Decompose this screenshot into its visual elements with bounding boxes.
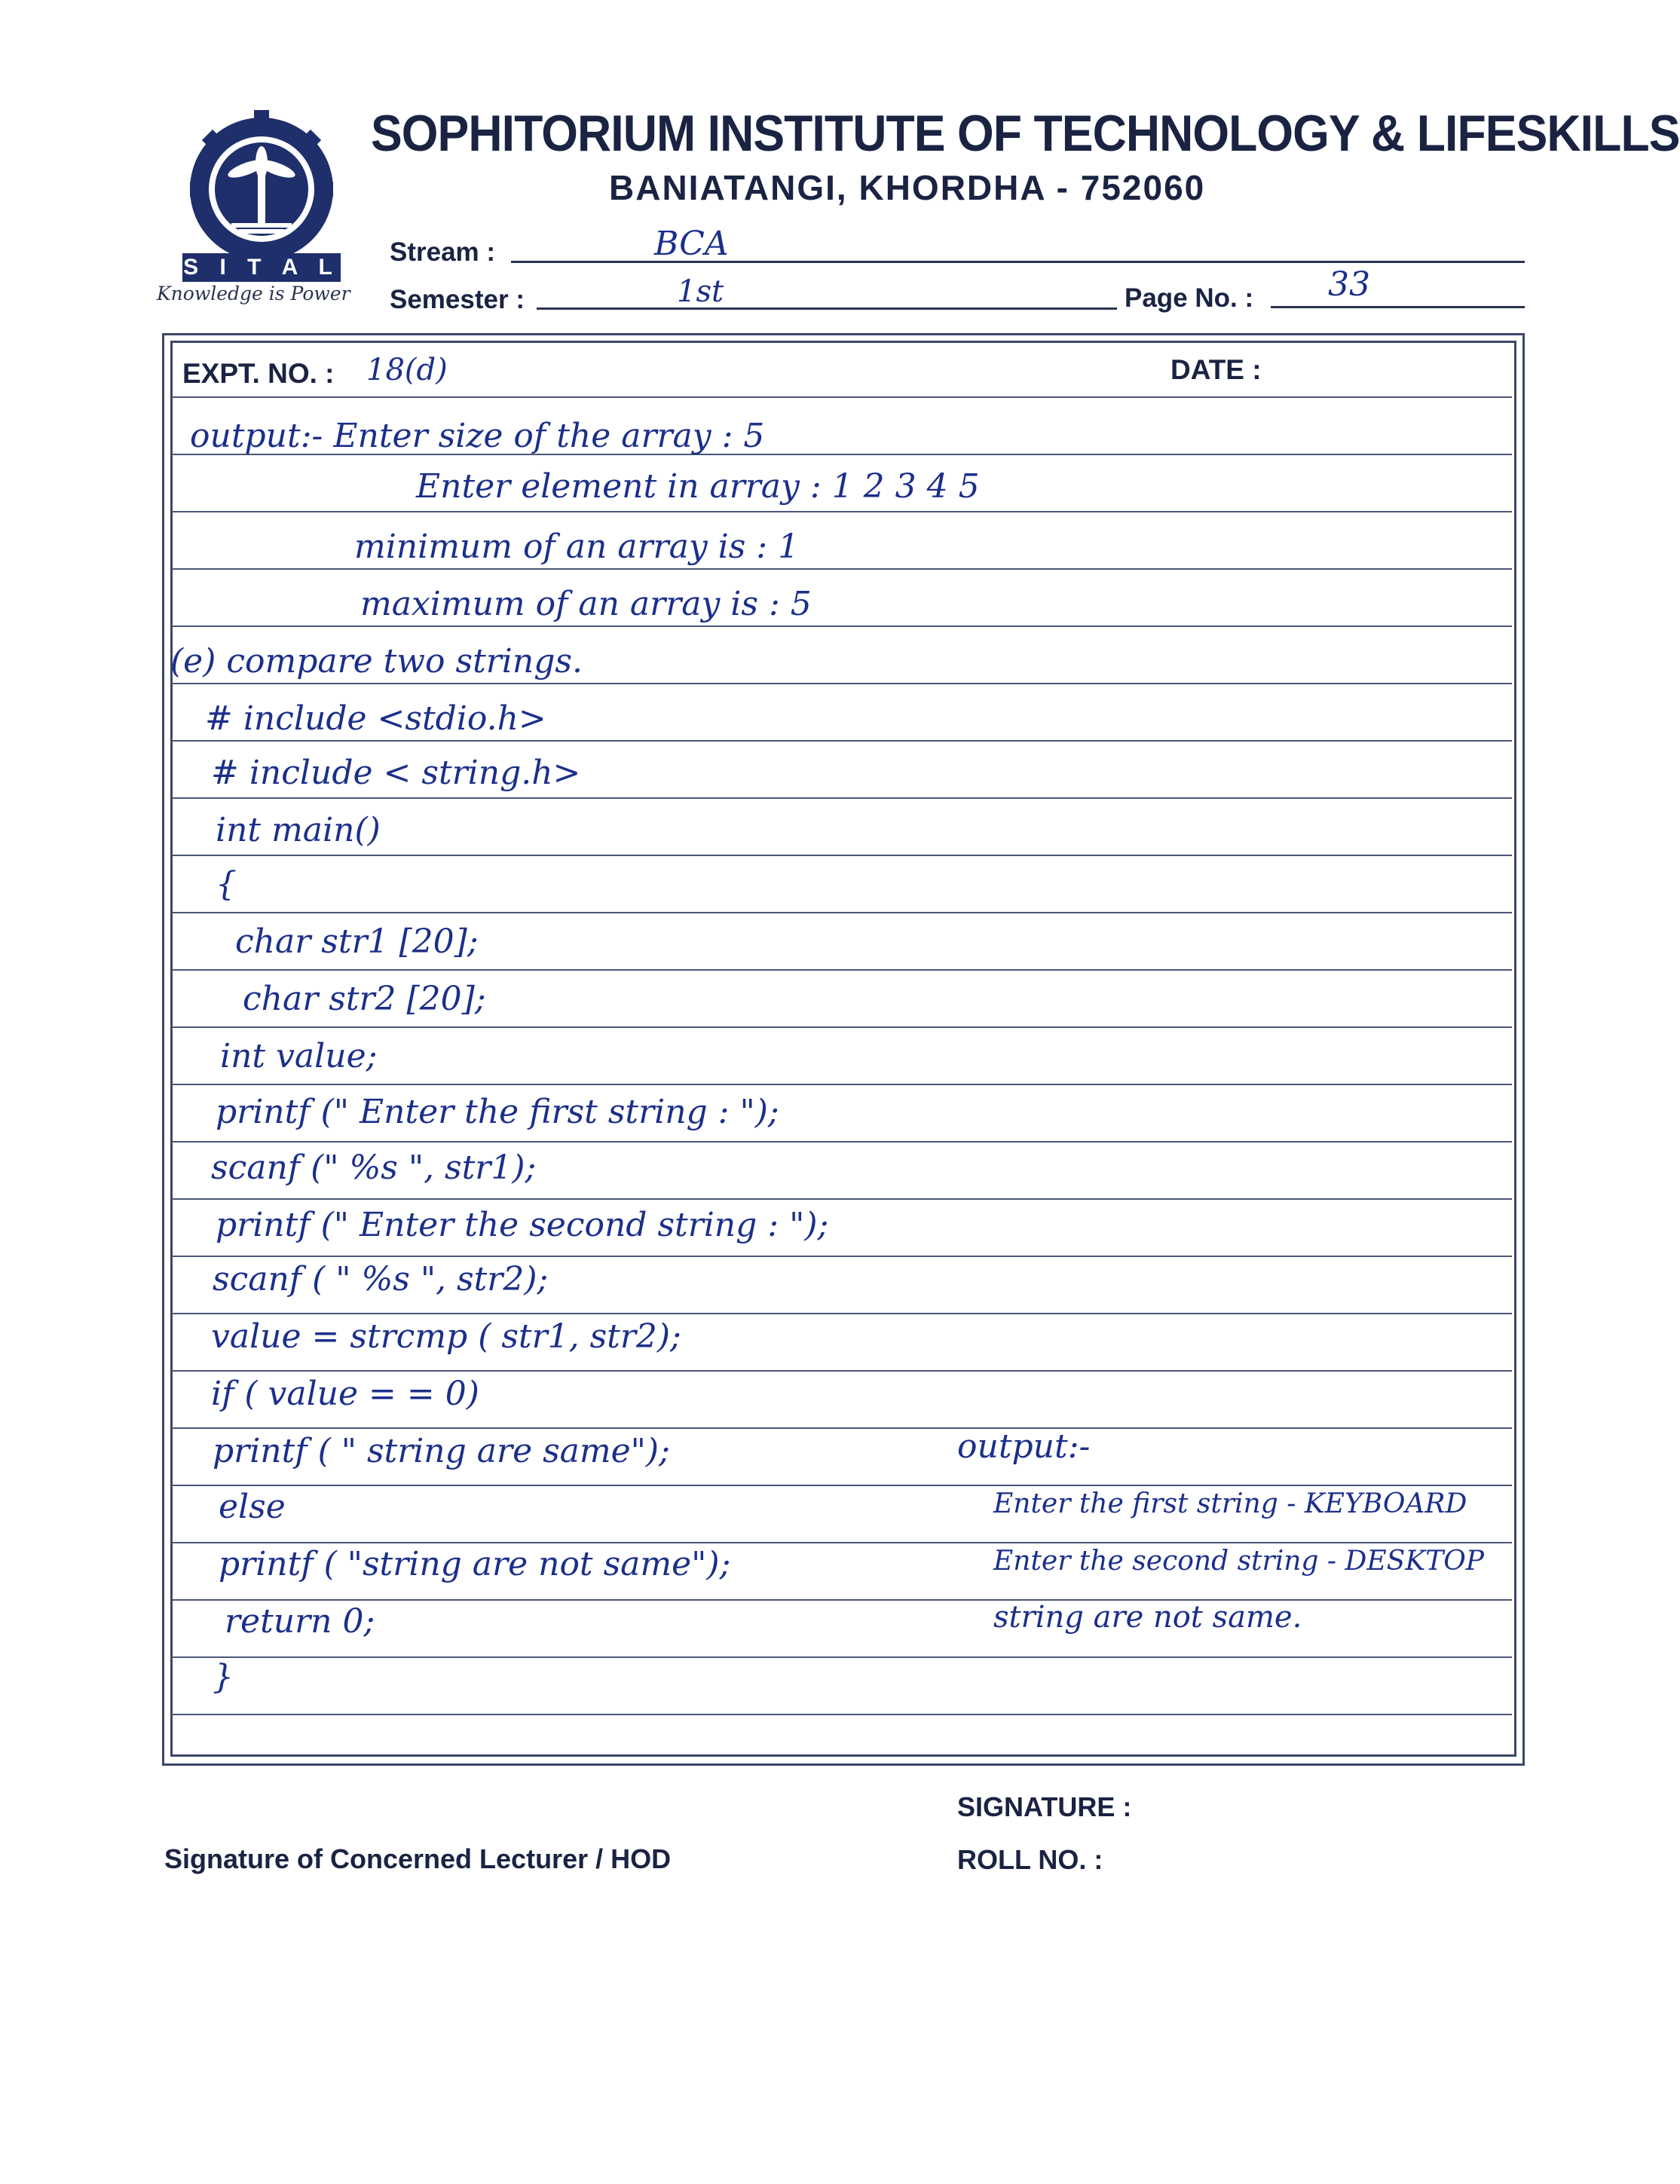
handwritten-line: int value;: [220, 1037, 378, 1075]
handwritten-line: # include < string.h>: [211, 754, 581, 792]
ruled-line: [172, 1198, 1512, 1200]
output-line: Enter the second string - DESKTOP: [993, 1546, 1484, 1577]
expt-no-label: EXPT. NO. :: [182, 358, 335, 389]
ruled-line: [172, 626, 1512, 627]
handwritten-line: printf (" Enter the second string : ");: [216, 1206, 829, 1244]
date-label: DATE :: [1170, 354, 1262, 385]
handwritten-line: (e) compare two strings.: [170, 642, 583, 681]
ruled-line: [172, 1427, 1512, 1429]
output-line: Enter the first string - KEYBOARD: [993, 1488, 1467, 1519]
ruled-line: [172, 1313, 1512, 1314]
handwritten-line: else: [219, 1488, 286, 1526]
ruled-line: [172, 1256, 1512, 1257]
stream-label: Stream :: [390, 237, 496, 267]
output-line: string are not same.: [993, 1600, 1302, 1635]
handwritten-line: scanf ( " %s ", str2);: [213, 1260, 549, 1298]
handwritten-line: printf (" Enter the first string : ");: [216, 1093, 779, 1131]
institute-address: BANIATANGI, KHORDHA - 752060: [609, 168, 1206, 207]
ruled-line: [172, 1599, 1512, 1601]
handwritten-line: minimum of an array is : 1: [354, 528, 800, 566]
handwritten-line: maximum of an array is : 5: [360, 585, 812, 623]
handwritten-line: printf ( "string are not same");: [219, 1545, 731, 1583]
handwritten-line: char str1 [20];: [235, 922, 479, 961]
handwritten-line: output:- Enter size of the array : 5: [190, 417, 765, 455]
handwritten-line: printf ( " string are same");: [213, 1432, 670, 1470]
lecturer-signature-label: Signature of Concerned Lecturer / HOD: [164, 1843, 672, 1874]
semester-label: Semester :: [390, 285, 525, 314]
roll-no-label: ROLL NO. :: [957, 1844, 1103, 1875]
page-no-value: 33: [1328, 265, 1370, 304]
handwritten-line: {: [216, 865, 237, 904]
handwritten-line: char str2 [20];: [243, 980, 486, 1018]
ruled-line: [172, 969, 1512, 971]
institute-logo: [167, 110, 356, 298]
ruled-line: [172, 855, 1512, 856]
ruled-line: [172, 1656, 1512, 1658]
ruled-line: [172, 511, 1512, 512]
handwritten-line: return 0;: [225, 1602, 375, 1641]
handwritten-line: # include <stdio.h>: [205, 699, 546, 738]
signature-label: SIGNATURE :: [957, 1791, 1132, 1822]
institute-motto: Knowledge is Power: [157, 283, 350, 304]
handwritten-line: scanf (" %s ", str1);: [211, 1149, 537, 1187]
handwritten-line: int main(): [216, 811, 381, 849]
handwritten-line: }: [213, 1658, 234, 1696]
handwritten-line: if ( value = = 0): [211, 1375, 479, 1413]
ruled-line: [172, 1370, 1512, 1372]
ruled-line: [172, 1714, 1512, 1715]
handwritten-line: Enter element in array : 1 2 3 4 5: [416, 467, 980, 506]
page-no-underline: [1271, 306, 1525, 308]
semester-value: 1st: [677, 274, 724, 309]
ruled-line: [172, 797, 1512, 799]
ruled-line: [172, 683, 1512, 684]
ruled-line: [172, 1141, 1512, 1142]
ruled-line: [172, 912, 1512, 913]
ruled-line: [172, 568, 1512, 570]
page-no-label: Page No. :: [1125, 283, 1254, 313]
stream-value: BCA: [654, 225, 729, 263]
ruled-line: [172, 740, 1512, 742]
ruled-line: [172, 1084, 1512, 1085]
ruled-line: [172, 396, 1512, 398]
institute-name: SOPHITORIUM INSTITUTE OF TECHNOLOGY & LIFESKILLS: [371, 105, 1680, 162]
expt-no-value: 18(d): [366, 353, 448, 387]
semester-underline: [537, 307, 1117, 310]
ruled-line: [172, 1026, 1512, 1028]
logo-text: S I T A L: [183, 255, 340, 280]
handwritten-line: value = strcmp ( str1, str2);: [211, 1317, 681, 1356]
output-line: output:-: [957, 1427, 1091, 1466]
